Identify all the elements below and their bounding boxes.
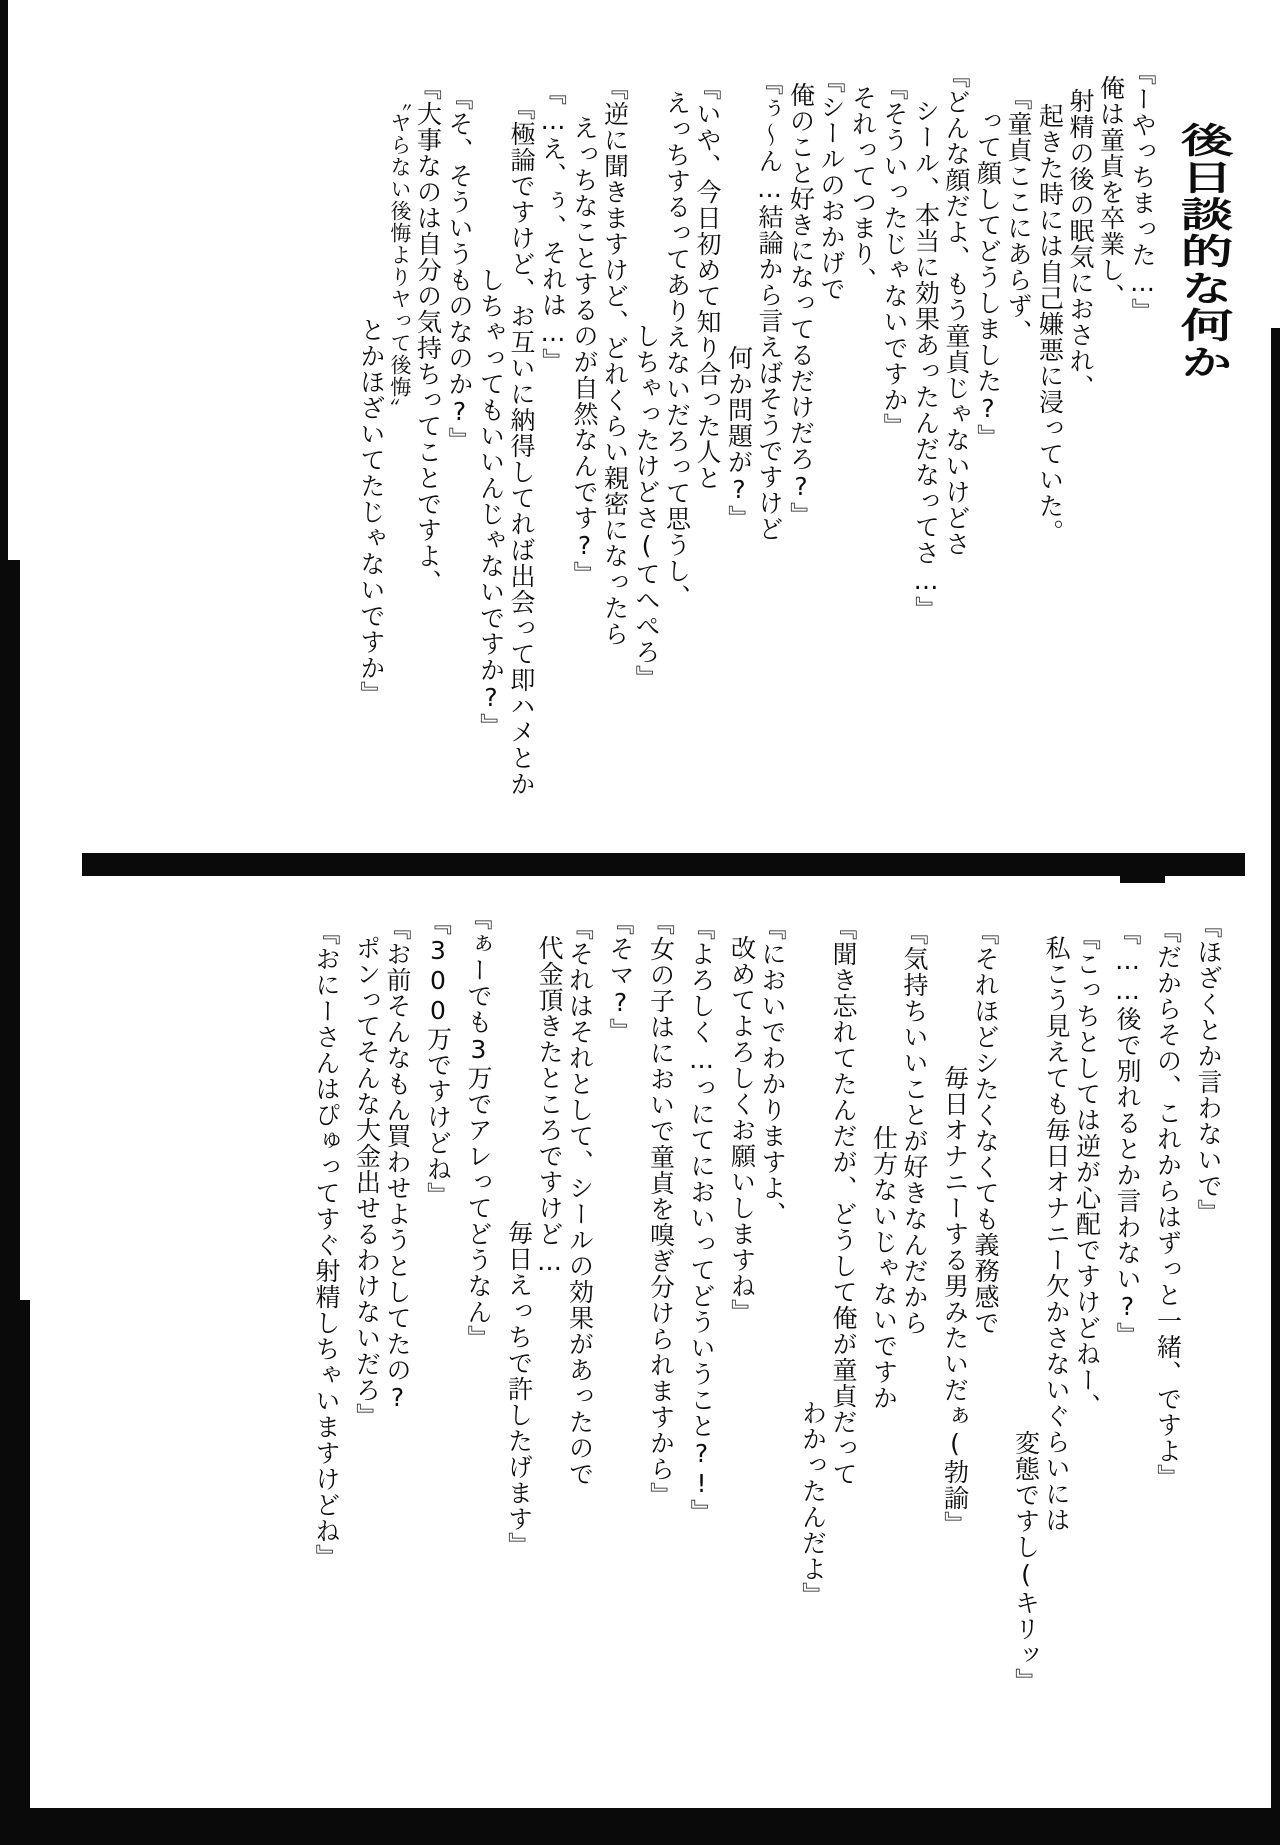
dialogue-block (1195, 898, 1223, 1798)
dialogue-line: 『そ、そういうものなのか?』 (445, 85, 474, 453)
dialogue-block (787, 58, 845, 848)
dialogue-line: しちゃってもいいんじゃないですか?』 (476, 267, 506, 739)
bottom-scan-border (0, 1808, 1280, 1845)
dialogue-block (539, 58, 567, 848)
dialogue-line: 『女の子はにおいで童貞を嗅ぎ分けられますから』 (646, 910, 676, 1508)
dialogue-line: 『童貞ここにあらず、 (1004, 85, 1033, 345)
section-divider (82, 853, 1245, 876)
dialogue-block (647, 898, 675, 1798)
dialogue-line: 俺のこと好きになってるだけだろ?』 (786, 82, 816, 528)
left-scan-border-middle (0, 560, 20, 1300)
dialogue-line: 射精の後の眠気におされ、 (1066, 88, 1095, 400)
dialogue-block (477, 58, 535, 848)
dialogue-line: 『ーやっちまった…』 (1128, 60, 1157, 324)
dialogue-line: 『こっちとしては逆が心配ですけどねー、 (1072, 925, 1102, 1419)
dialogue-block (571, 58, 629, 848)
dialogue-line: 『気持ちいいことが好きなんだから (900, 920, 929, 1336)
dialogue-block (849, 58, 877, 848)
dialogue-block (688, 898, 716, 1798)
dialogue-line: 『いや、今日初めて知り合った人と (693, 75, 722, 491)
dialogue-block (505, 898, 594, 1798)
dialogue-block (353, 898, 411, 1798)
dialogue-line: 『ぁーでも3万でアレってどうなん』 (464, 905, 493, 1351)
dialogue-line: わかったんだよ』 (798, 1400, 828, 1608)
dialogue-line: えっちするってありえないだろって思うし、 (662, 90, 692, 610)
dialogue-line: 『ぅ〜ん…結論から言えばそうですけど (755, 70, 784, 542)
dialogue-block (941, 898, 999, 1798)
dialogue-line: 『…え、ぅ、それは…』 (538, 80, 568, 374)
dialogue-section-top (353, 58, 1160, 848)
dialogue-line: 『大事なのは自分の気持ちってことですよ、 (413, 75, 443, 595)
dialogue-block (424, 898, 452, 1798)
dialogue-line: 起きた時には自己嫌悪に浸っていた。 (1035, 103, 1065, 545)
dialogue-line: えっちなことするのが自然なんです?』 (570, 115, 599, 587)
dialogue-line: しちゃったけどさ(てへぺろ』 (632, 323, 661, 691)
dialogue-block (881, 58, 909, 848)
dialogue-line: 毎日オナニーする男みたいだぁ(勃諭』 (940, 1065, 970, 1537)
dialogue-line: 〝ヤらない後悔よりヤって後悔〟 (388, 90, 412, 420)
dialogue-block (725, 58, 783, 848)
right-scan-border (1271, 328, 1280, 1845)
dialogue-line: 『ほざくとか言わないで』 (1194, 913, 1223, 1225)
dialogue-line: 『聞き忘れてたんだが、どうして俺が童貞だって (829, 915, 858, 1487)
dialogue-line: 『極論ですけど、お互いに納得してれば出会って即ハメとか (507, 95, 536, 797)
dialogue-line: 『……後で別れるとか言わない?』 (1113, 920, 1142, 1348)
dialogue-line: 『300万ですけどね』 (423, 910, 453, 1208)
dialogue-block (607, 898, 635, 1798)
dialogue-block (974, 58, 1032, 848)
dialogue-line: 『おにーさんはぴゅってすぐ射精しちゃいますけどね』 (312, 920, 341, 1570)
dialogue-block (728, 898, 786, 1798)
dialogue-block (1114, 898, 1142, 1798)
dialogue-line: 何か問題が?』 (724, 345, 754, 531)
dialogue-block (912, 58, 970, 848)
dialogue-block (1012, 898, 1101, 1798)
dialogue-line: 俺は童貞を卒業し、 (1096, 75, 1126, 309)
dialogue-line: それってつまり、 (848, 85, 878, 293)
left-scan-border-bottom (0, 1300, 30, 1845)
dialogue-line: ポンってそんな大金出せるわけないだろ』 (352, 935, 382, 1429)
dialogue-line: 『そマ?』 (606, 910, 635, 1044)
dialogue-section-bottom (300, 898, 1236, 1798)
dialogue-block (357, 58, 441, 848)
dialogue-block (465, 898, 493, 1798)
dialogue-line: 『そういったじゃないですか』 (880, 75, 909, 439)
dialogue-line: 『だからその、これからはずっと一緒、ですよ』 (1153, 918, 1183, 1490)
dialogue-block (1036, 58, 1125, 848)
dialogue-line: 『逆に聞きますけど、どれくらい親密になったら (600, 75, 630, 647)
dialogue-block (633, 58, 722, 848)
dialogue-block (1154, 898, 1182, 1798)
dialogue-line: 変態ですし(キリッ』 (1011, 1430, 1041, 1694)
dialogue-line: 『どんな顔だよ、もう童貞じゃないけどさ (942, 63, 971, 557)
dialogue-line: 『シールのおかげで (817, 68, 846, 302)
dialogue-line: って顔してどうしました?』 (973, 108, 1003, 450)
dialogue-line: 『お前そんなもん買わせようとしてたの? (383, 915, 412, 1413)
dialogue-line: シール、本当に効果あったんだなってさ…』 (911, 98, 941, 622)
page-title: 後日談的な何か (1172, 122, 1233, 381)
dialogue-line: 仕方ないじゃないですか (869, 1125, 899, 1411)
dialogue-block (1129, 58, 1157, 848)
dialogue-block (446, 58, 474, 848)
section-divider-notch (1120, 876, 1165, 883)
dialogue-line: 改めてよろしくお願いしますね』 (727, 935, 757, 1325)
dialogue-block (799, 898, 857, 1798)
dialogue-line: 代金頂きたところですけど… (535, 935, 564, 1277)
dialogue-block (313, 898, 341, 1798)
dialogue-line: とかほざいてたじゃないですか』 (356, 317, 386, 707)
dialogue-line: 私こう見えても毎日オナニー欠かさないぐらいには (1042, 935, 1071, 1533)
dialogue-line: 毎日えっちで許したげます』 (504, 1220, 534, 1558)
left-scan-border-top (0, 0, 8, 560)
dialogue-line: 『よろしく…っにてにおいってどういうこと?!』 (687, 915, 716, 1525)
dialogue-line: 『それはそれとして、シールの効果があったので (565, 915, 595, 1487)
dialogue-block (870, 898, 928, 1798)
dialogue-line: 『においでわかりますよ、 (758, 915, 787, 1227)
dialogue-line: 『それほどシたくなくても義務感で (971, 920, 1000, 1336)
